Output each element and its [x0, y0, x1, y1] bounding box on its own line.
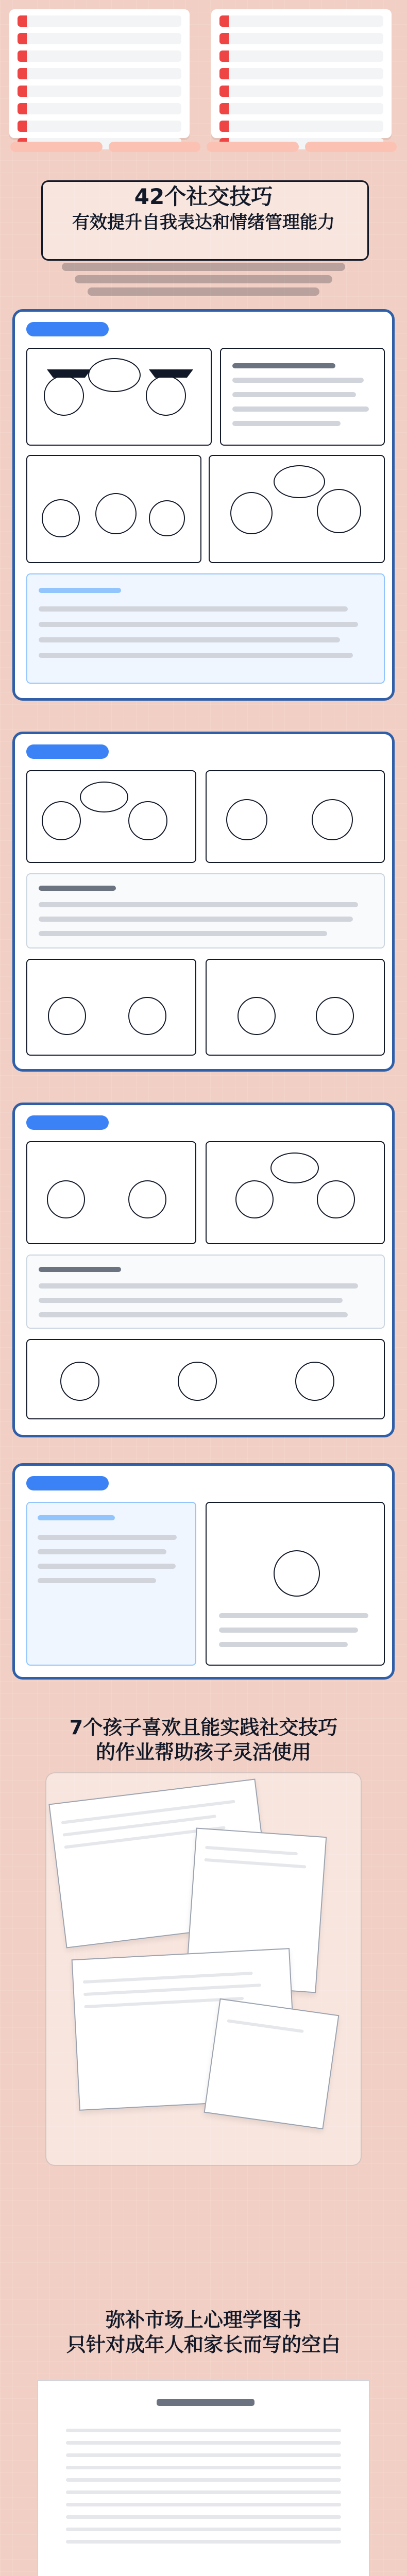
sample-section-2 — [12, 732, 395, 1072]
hair-icon — [149, 369, 193, 378]
worksheet-line — [83, 1972, 253, 1984]
child-face-icon — [128, 997, 166, 1035]
page-line — [66, 2441, 341, 2445]
market-title-line-2: 只针对成年人和家长而写的空白 — [66, 2333, 341, 2356]
contents-card-left — [9, 9, 190, 138]
reflection-line — [39, 1298, 343, 1303]
contents-row — [18, 103, 181, 114]
sample-section-4 — [12, 1463, 395, 1680]
sample-section-1 — [12, 309, 395, 701]
tips-title — [39, 588, 121, 593]
page-line — [66, 2478, 341, 2482]
child-face-icon — [316, 997, 354, 1035]
worksheet-collage — [45, 1772, 362, 2166]
child-face-icon — [274, 1550, 320, 1597]
activity-line — [219, 1628, 358, 1633]
contents-row — [219, 15, 383, 27]
text-line — [232, 378, 364, 383]
child-face-icon — [128, 801, 167, 840]
text-line — [232, 406, 369, 412]
question-title — [38, 1515, 115, 1520]
top-tab — [109, 142, 201, 152]
contents-row — [18, 68, 181, 79]
reflection-line — [39, 917, 353, 922]
contents-row — [18, 33, 181, 44]
contents-row — [18, 86, 181, 97]
page-line — [66, 2466, 341, 2469]
section-label — [26, 744, 109, 759]
page-line — [66, 2490, 341, 2494]
reflection-title — [39, 1267, 121, 1272]
contents-card-right — [211, 9, 392, 138]
tips-line — [39, 653, 353, 658]
child-face-icon — [230, 492, 273, 534]
child-face-icon — [42, 499, 80, 537]
worksheet-title-line-2: 的作业帮助孩子灵活使用 — [95, 1741, 311, 1764]
comic-panel — [26, 348, 212, 446]
hero-description-line — [62, 263, 345, 271]
contents-row — [219, 68, 383, 79]
child-face-icon — [95, 493, 137, 534]
worksheet-line — [204, 1858, 306, 1869]
question-line — [38, 1535, 177, 1540]
page-line — [66, 2515, 341, 2519]
tips-panel — [26, 573, 385, 684]
speech-bubble-icon — [274, 465, 325, 498]
child-face-icon — [146, 376, 186, 416]
comic-panel — [206, 1141, 385, 1244]
market-title-line-1: 弥补市场上心理学图书 — [105, 2309, 301, 2331]
contents-row — [219, 33, 383, 44]
child-face-icon — [60, 1362, 99, 1401]
hero-description-line — [75, 275, 332, 283]
hero-description-line — [88, 287, 319, 296]
contents-row — [219, 121, 383, 132]
speech-bubble-icon — [88, 358, 141, 392]
reflection-line — [39, 1283, 358, 1289]
page-line — [66, 2528, 341, 2531]
tips-line — [39, 637, 340, 642]
child-face-icon — [226, 799, 267, 840]
page-line — [66, 2540, 341, 2544]
child-face-icon — [48, 997, 86, 1035]
child-face-icon — [44, 376, 84, 416]
contents-row — [18, 121, 181, 132]
page-line — [66, 2429, 341, 2432]
comic-panel — [206, 959, 385, 1056]
sample-page — [37, 2380, 370, 2576]
page-heading — [157, 2399, 255, 2406]
child-face-icon — [178, 1362, 217, 1401]
question-line — [38, 1549, 166, 1554]
comic-panel — [206, 770, 385, 863]
comic-panel — [26, 959, 196, 1056]
comic-panel — [26, 770, 196, 863]
section-label — [26, 322, 109, 336]
book-sample-section — [0, 2308, 407, 2576]
text-line — [232, 392, 356, 397]
question-line — [38, 1578, 156, 1583]
worksheet-title-line-1: 7个孩子喜欢且能实践社交技巧 — [69, 1716, 338, 1739]
speech-bubble-icon — [80, 782, 128, 812]
hero-subtitle: 有效提升自我表达和情绪管理能力 — [72, 212, 335, 233]
contents-row — [219, 86, 383, 97]
comic-panel — [26, 455, 201, 563]
hero-title: 42个社交技巧 — [134, 184, 273, 209]
activity-line — [219, 1613, 368, 1618]
text-line — [232, 363, 335, 368]
top-tab — [207, 142, 299, 152]
worksheet-line — [205, 1846, 298, 1856]
top-tabs — [10, 140, 397, 154]
tips-line — [39, 622, 358, 627]
child-face-icon — [149, 500, 185, 536]
contents-row — [219, 50, 383, 62]
reflection-line — [39, 1312, 348, 1317]
child-face-icon — [128, 1180, 166, 1218]
contents-row — [18, 15, 181, 27]
tips-line — [39, 606, 348, 612]
question-card — [26, 1502, 196, 1666]
child-face-icon — [317, 1180, 355, 1218]
worksheet-line — [227, 2019, 303, 2033]
activity-line — [219, 1642, 348, 1647]
top-contents-section — [0, 0, 407, 165]
hair-icon — [47, 369, 91, 378]
worksheet-line — [61, 1800, 235, 1824]
child-face-icon — [317, 489, 361, 533]
contents-row — [219, 103, 383, 114]
contents-row — [18, 50, 181, 62]
comic-panel — [26, 1141, 196, 1244]
text-line — [232, 421, 341, 426]
question-line — [38, 1564, 176, 1569]
child-face-icon — [238, 997, 276, 1035]
sample-section-3 — [12, 1103, 395, 1437]
child-face-icon — [42, 801, 81, 840]
child-face-icon — [47, 1180, 85, 1218]
child-face-icon — [312, 799, 353, 840]
reflection-panel — [26, 873, 385, 948]
reflection-line — [39, 931, 327, 936]
top-tab — [305, 142, 397, 152]
top-tab — [10, 142, 103, 152]
section-label — [26, 1115, 109, 1130]
reflection-title — [39, 886, 116, 891]
page-line — [66, 2503, 341, 2506]
text-panel — [220, 348, 385, 446]
speech-bubble-icon — [270, 1153, 319, 1183]
worksheet-line — [83, 1984, 261, 1996]
worksheet-section — [0, 1716, 407, 2210]
activity-panel — [206, 1502, 385, 1666]
hero-section — [0, 170, 407, 304]
reflection-line — [39, 902, 358, 907]
comic-panel — [209, 455, 385, 563]
child-face-icon — [235, 1180, 274, 1218]
comic-panel — [26, 1339, 385, 1419]
child-face-icon — [295, 1362, 334, 1401]
page-line — [66, 2453, 341, 2457]
worksheet-paper — [204, 1998, 340, 2129]
reflection-panel — [26, 1255, 385, 1329]
section-label — [26, 1476, 109, 1490]
